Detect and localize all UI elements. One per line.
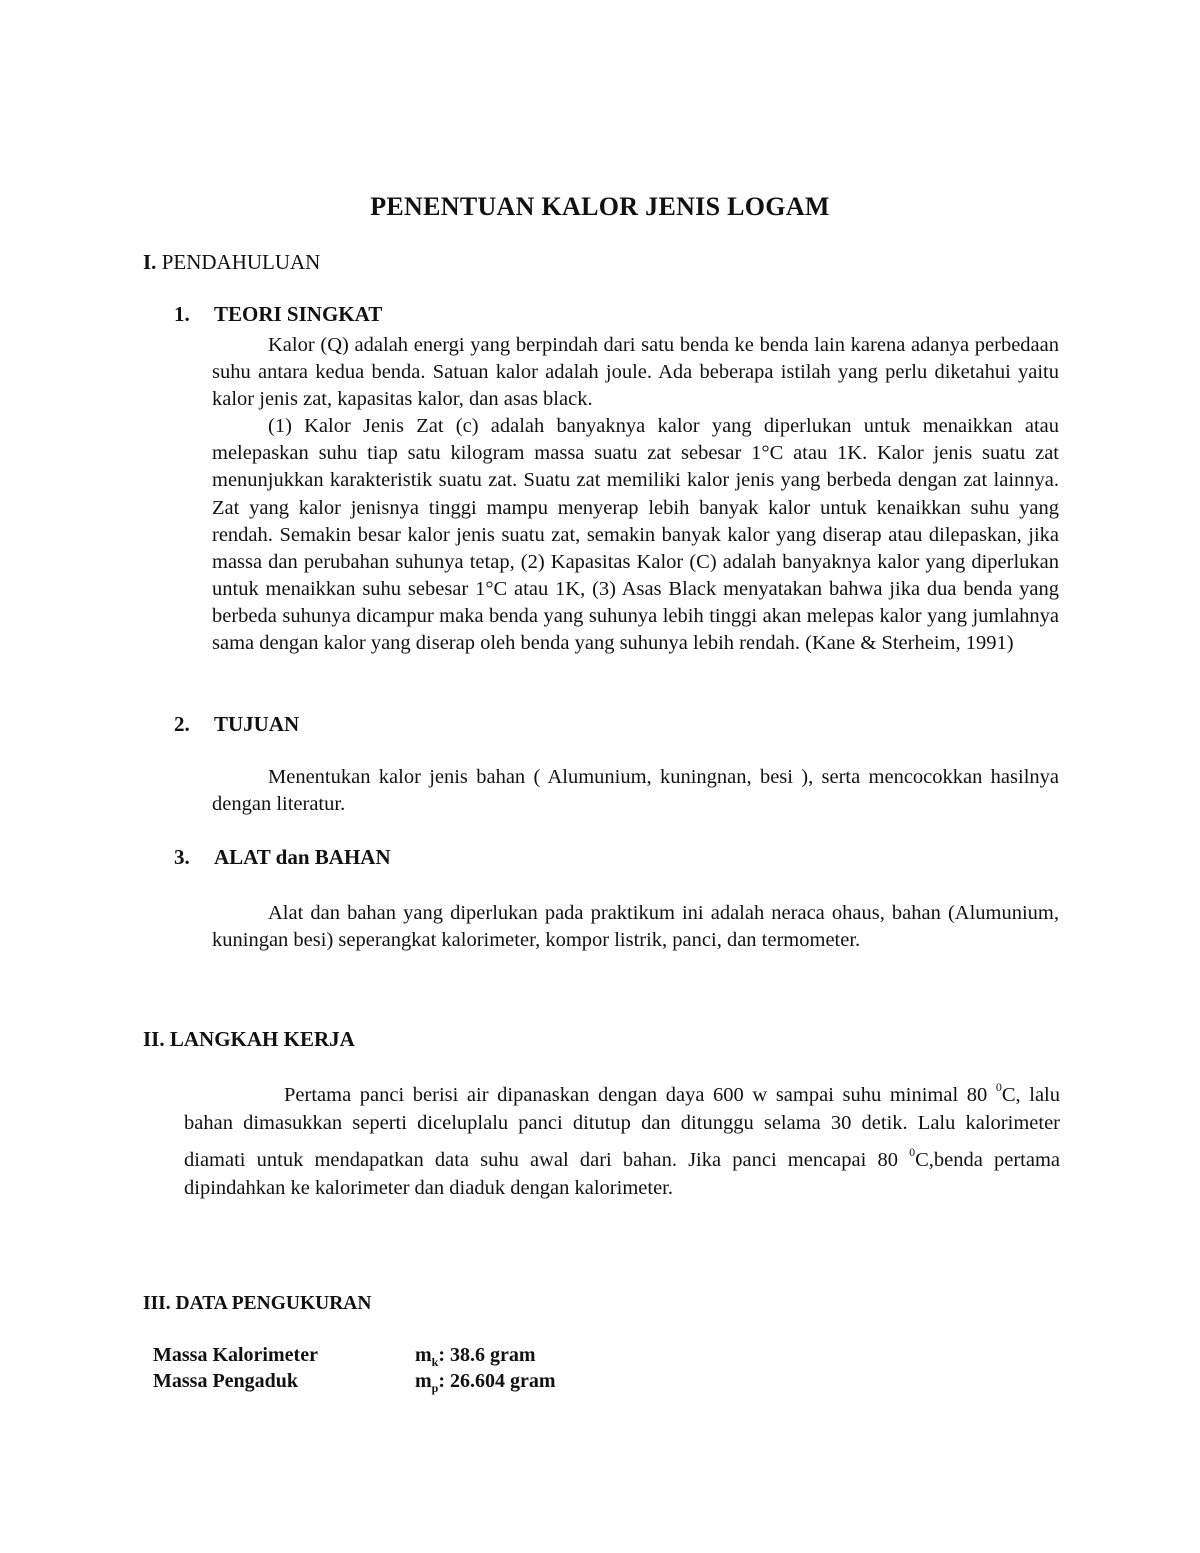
teori-paragraph-1: Kalor (Q) adalah energi yang berpindah dari satu benda ke benda lain karena adanya perbedaan suhu antara kedua benda. Satuan kalor adalah joule. Ada beberapa istilah yang perlu diketahui yaitu kalor jenis zat, kapasitas kalor, dan asas black. xyxy=(212,334,1059,411)
langkah-paragraph xyxy=(184,1073,1060,1202)
value-text: : 26.604 gram xyxy=(438,1370,556,1392)
langkah-text-a: Pertama panci berisi air dipanaskan dengan daya 600 w sampai suhu minimal 80 xyxy=(284,1084,996,1106)
section-heading-data xyxy=(143,1293,371,1315)
section-number: II. xyxy=(143,1027,165,1051)
table-row xyxy=(153,1370,556,1396)
subsection-number: 2. xyxy=(174,712,190,736)
teori-paragraph-2: (1) Kalor Jenis Zat (c) adalah banyaknya kalor yang diperlukan untuk menaikkan atau melepaskan suhu tiap satu kilogram massa suatu zat sebesar 1°C atau 1K. Kalor jenis suatu zat menunjukkan karakteristik suatu zat. Suatu zat memiliki kalor jenis yang berbeda dengan zat lainnya. Zat yang kalor jenisnya tinggi mampu menyerap lebih banyak kalor untuk kenaikkan suhu yang rendah. Semakin besar kalor jenis suatu zat, semakin banyak kalor yang diserap atau dilepaskan, jika massa dan perubahan suhunya tetap, (2) Kapasitas Kalor (C) adalah banyaknya kalor yang diperlukan untuk menaikkan suhu sebesar 1°C atau 1K, (3) Asas Black menyatakan bahwa jika dua benda yang berbeda suhunya dicampur maka benda yang suhunya lebih tinggi akan melepas kalor yang jumlahnya sama dengan kalor yang diserap oleh benda yang suhunya lebih rendah. (Kane & Sterheim, 1991) xyxy=(212,415,1059,655)
degree-mark: 0 xyxy=(995,1080,1002,1094)
section-number: III. xyxy=(143,1293,171,1314)
section-heading-pendahuluan xyxy=(143,250,320,275)
subsection-heading-tujuan xyxy=(174,712,299,737)
document-title: PENENTUAN KALOR JENIS LOGAM xyxy=(370,192,830,221)
alat-paragraph: Alat dan bahan yang diperlukan pada praktikum ini adalah neraca ohaus, bahan (Alumunium, kuningan besi) seperangkat kalorimeter, kompor listrik, panci, dan termometer. xyxy=(212,902,1059,952)
table-row xyxy=(153,1344,556,1370)
alat-body xyxy=(212,900,1059,954)
section-title: PENDAHULUAN xyxy=(161,250,321,274)
measurement-table xyxy=(153,1344,556,1396)
subsection-number: 3. xyxy=(174,845,190,869)
teori-body xyxy=(212,332,1059,657)
symbol-subscript: p xyxy=(431,1381,439,1395)
section-title: DATA PENGUKURAN xyxy=(175,1293,372,1314)
measurement-value xyxy=(415,1344,556,1370)
subsection-number: 1. xyxy=(174,302,190,326)
measurement-label: Massa Kalorimeter xyxy=(153,1344,318,1366)
symbol-subscript: k xyxy=(431,1355,439,1369)
subsection-title: TUJUAN xyxy=(214,712,300,736)
subsection-title: ALAT dan BAHAN xyxy=(214,845,391,869)
subsection-heading-alat xyxy=(174,845,391,870)
degree-mark: 0 xyxy=(909,1144,916,1159)
section-number: I. xyxy=(143,250,157,274)
langkah-text-c: C,benda pertama dipindahkan ke kalorimeter dan diaduk dengan kalorimeter. xyxy=(184,1148,1060,1199)
subsection-heading-teori xyxy=(174,302,382,327)
symbol: m xyxy=(415,1344,432,1366)
measurement-label: Massa Pengaduk xyxy=(153,1370,299,1392)
measurement-value xyxy=(415,1370,556,1396)
langkah-text-b: C, lalu bahan dimasukkan seperti diceluplalu panci ditutup dan ditunggu selama 30 detik. Lalu kalorimeter diamati untuk mendapatkan data suhu awal dari bahan. Jika panci mencapai 80 xyxy=(184,1084,1061,1171)
symbol: m xyxy=(415,1370,432,1392)
section-heading-langkah xyxy=(143,1027,355,1052)
subsection-title: TEORI SINGKAT xyxy=(214,302,383,326)
tujuan-body xyxy=(212,764,1059,818)
value-text: : 38.6 gram xyxy=(438,1344,536,1366)
tujuan-paragraph: Menentukan kalor jenis bahan ( Alumunium, kuningnan, besi ), serta mencocokkan hasilnya dengan literatur. xyxy=(212,766,1059,816)
section-title: LANGKAH KERJA xyxy=(169,1027,355,1051)
